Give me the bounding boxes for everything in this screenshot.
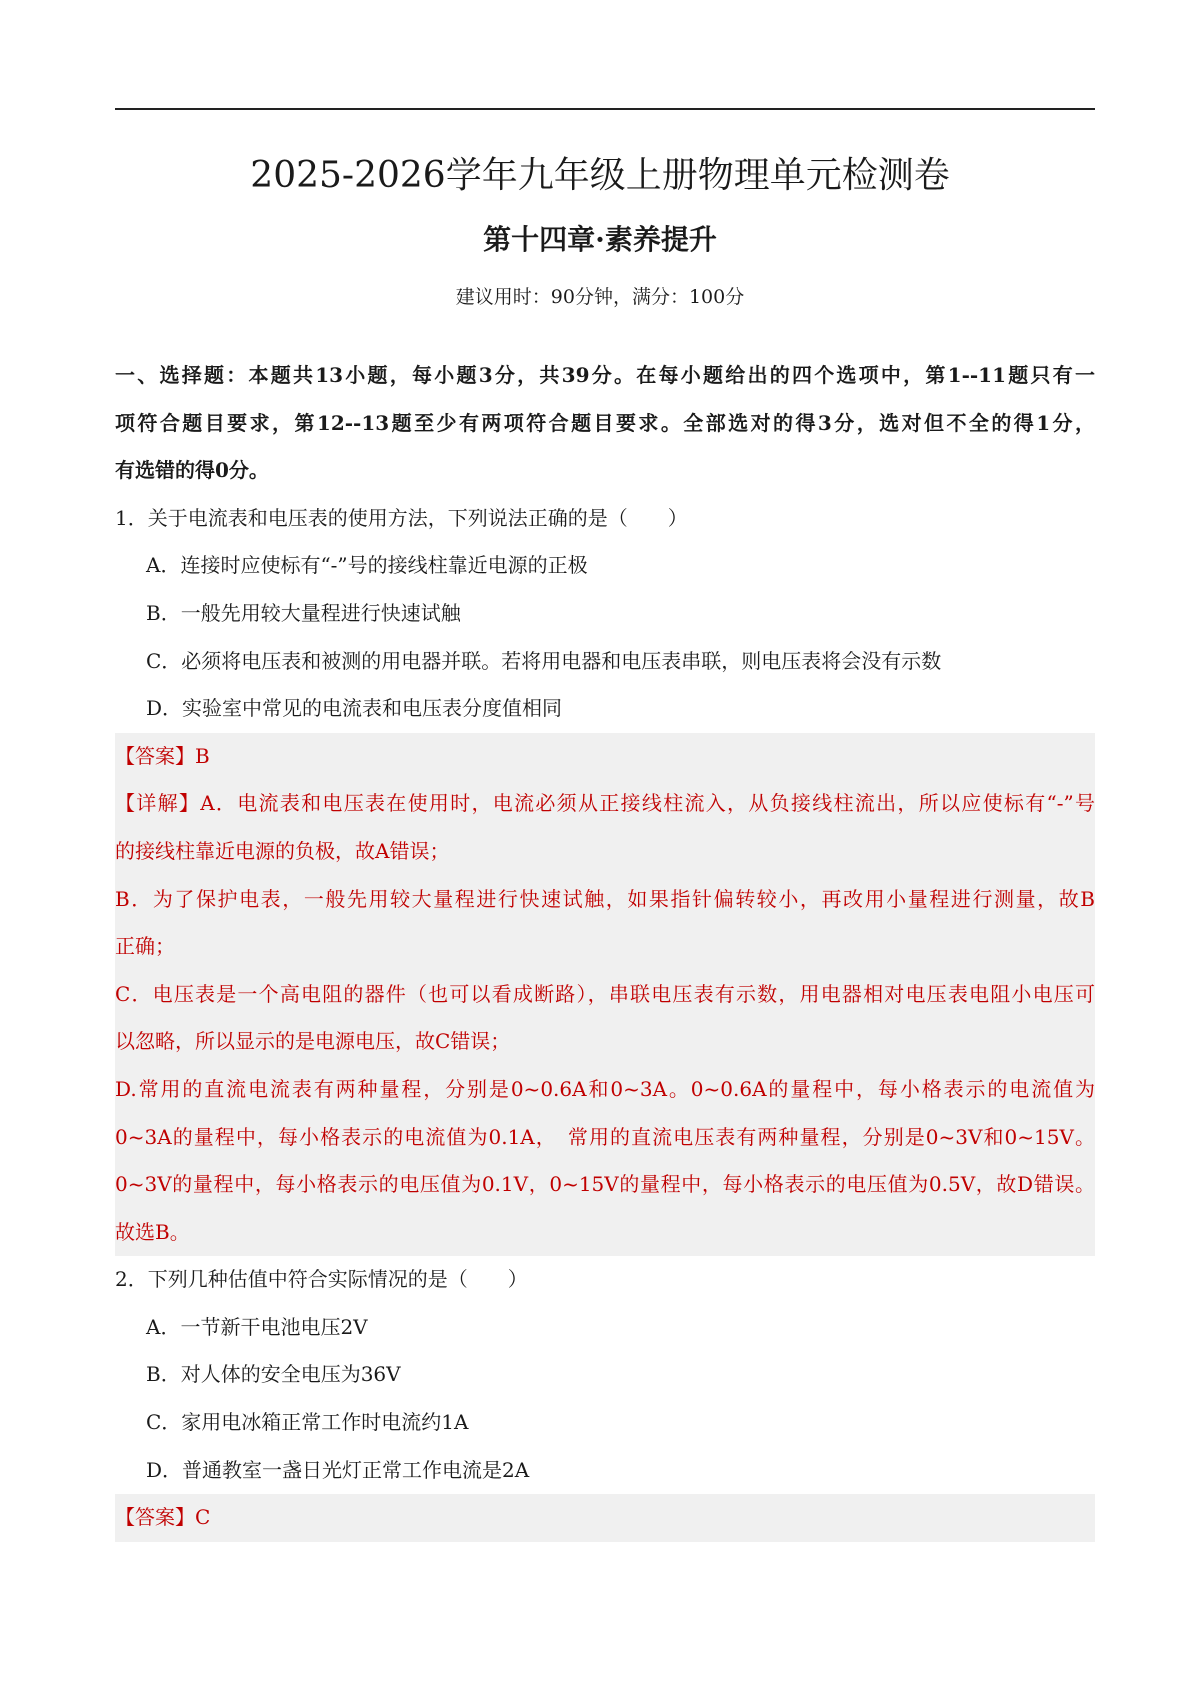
answer-value: C (195, 1505, 211, 1530)
question-1-detail-line-7: D.常用的直流电流表有两种量程，分别是0~0.6A和0~3A。0~0.6A的量程中，每小格表示的电流值为 (115, 1076, 1095, 1101)
question-2-stem: 2．下列几种估值中符合实际情况的是（ ） (115, 1267, 528, 1292)
question-1-detail-line-6: 以忽略，所以显示的是电源电压，故C错误； (115, 1029, 511, 1054)
section-instruction-line-2: 项符合题目要求，第12--13题至少有两项符合题目要求。全部选对的得3分，选对但不全的得1分， (115, 410, 1095, 435)
question-1-option-d: D．实验室中常见的电流表和电压表分度值相同 (146, 696, 563, 721)
document-subtitle: 第十四章·素养提升 (483, 223, 717, 256)
question-2-option-a: A．一节新干电池电压2V (146, 1314, 368, 1339)
section-instruction-line-1: 一、选择题：本题共13小题，每小题3分，共39分。在每小题给出的四个选项中，第1--11题只有一 (115, 363, 1095, 387)
question-1-option-c: C．必须将电压表和被测的用电器并联。若将用电器和电压表串联，则电压表将会没有示数 (146, 648, 942, 673)
question-1-detail-line-3: B．为了保护电表，一般先用较大量程进行快速试触，如果指针偏转较小，再改用小量程进行测量，故B (115, 886, 1095, 911)
exam-content (115, 352, 1095, 1542)
question-1-detail-line-9: 0~3V的量程中，每小格表示的电压值为0.1V，0~15V的量程中，每小格表示的电压值为0.5V，故D错误。 (115, 1172, 1095, 1197)
question-2-answer (115, 1494, 1095, 1542)
answer-value: B (195, 743, 210, 768)
question-1-detail-line-5: C．电压表是一个高电阻的器件（也可以看成断路），串联电压表有示数，用电器相对电压表电阻小电压可 (115, 981, 1095, 1006)
document-title: 2025-2026学年九年级上册物理单元检测卷 (250, 155, 950, 196)
answer-tag: 【答案】 (115, 1505, 195, 1530)
question-1-detail-line-2: 的接线柱靠近电源的负极，故A错误； (115, 838, 450, 863)
question-2-answer-block (115, 1494, 1095, 1542)
question-1-answer (115, 733, 1095, 781)
question-1-detail-line-4: 正确； (115, 934, 175, 959)
question-1-detail-line-1 (115, 780, 1095, 828)
answer-tag: 【答案】 (115, 743, 195, 768)
question-2-option-c: C．家用电冰箱正常工作时电流约1A (146, 1410, 469, 1435)
question-1-detail-line-10: 故选B。 (115, 1219, 190, 1244)
question-1-option-a: A．连接时应使标有“-”号的接线柱靠近电源的正极 (146, 553, 588, 578)
question-1-option-b: B．一般先用较大量程进行快速试触 (146, 600, 461, 625)
question-2-option-d: D．普通教室一盏日光灯正常工作电流是2A (146, 1457, 530, 1482)
section-instruction-line-3: 有选错的得0分。 (115, 458, 269, 483)
question-2-option-b: B．对人体的安全电压为36V (146, 1362, 401, 1387)
question-1-stem: 1．关于电流表和电压表的使用方法，下列说法正确的是（ ） (115, 505, 688, 530)
detail-tag: 【详解】 (115, 791, 201, 816)
question-1-answer-block (115, 733, 1095, 1257)
detail-text: A．电流表和电压表在使用时，电流必须从正接线柱流入，从负接线柱流出，所以应使标有“-”号 (200, 791, 1095, 816)
question-1-detail-line-8: 0~3A的量程中，每小格表示的电流值为0.1A， 常用的直流电压表有两种量程，分别是0~3V和0~15V。 (115, 1124, 1095, 1149)
header-rule (115, 108, 1095, 110)
exam-timing: 建议用时：90分钟，满分：100分 (455, 286, 745, 308)
